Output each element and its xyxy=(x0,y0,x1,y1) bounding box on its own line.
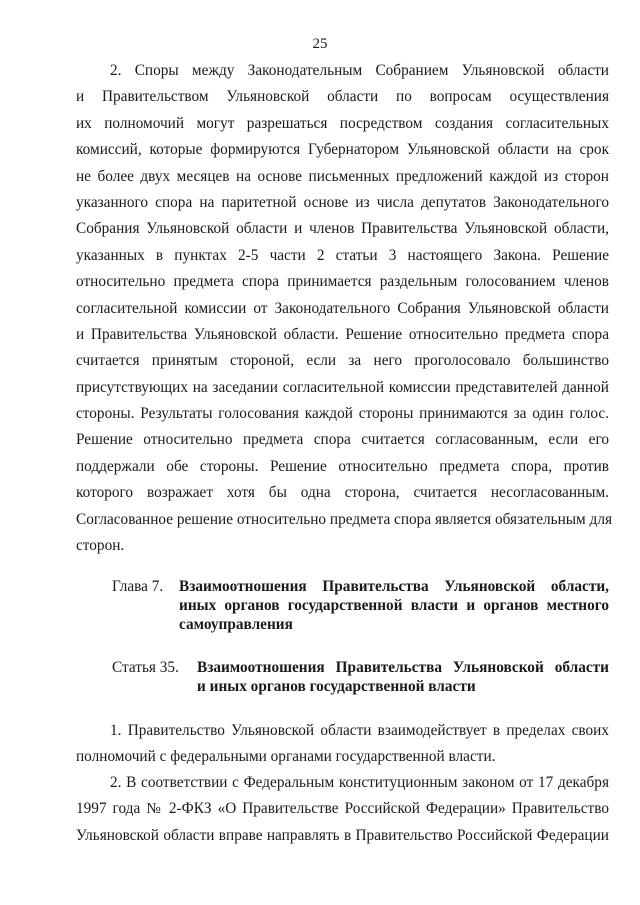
text-line: их полномочий могут разрешаться посредством создания согласительных xyxy=(76,114,609,132)
page-number: 25 xyxy=(312,36,328,52)
article-paragraph-2 xyxy=(76,770,609,849)
text-line: 1997 года № 2-ФКЗ «О Правительстве Российской Федерации» Правительство xyxy=(76,800,609,818)
text-line: которого возражает хотя бы одна сторона, считается несогласованным. xyxy=(76,484,609,502)
text-line: Решение относительно предмета спора считается согласованным, если его xyxy=(76,431,609,449)
text-line: относительно предмета спора принимается раздельным голосованием членов xyxy=(76,273,609,291)
text-line: не более двух месяцев на основе письменных предложений каждой из сторон xyxy=(76,167,609,185)
chapter-title xyxy=(179,577,609,634)
chapter-title-line: Взаимоотношения Правительства Ульяновской области, xyxy=(179,578,609,595)
text-line: присутствующих на заседании согласительной комиссии представителей данной xyxy=(76,378,609,396)
article-title-line: и иных органов государственной власти xyxy=(197,678,476,695)
chapter-label: Глава 7. xyxy=(112,578,164,595)
text-line: комиссий, которые формируются Губернатором Ульяновской области на срок xyxy=(76,141,609,159)
article-label: Статья 35. xyxy=(112,659,179,676)
text-line: 2. В соответствии с Федеральным конституционным законом от 17 декабря xyxy=(110,774,609,791)
text-line: Собрания Ульяновской области и членов Правительства Ульяновской области, xyxy=(76,220,609,238)
text-line: и Правительством Ульяновской области по вопросам осуществления xyxy=(76,88,609,106)
text-line: Ульяновской области вправе направлять в Правительство Российской Федерации xyxy=(76,826,609,844)
text-line: считается принятым стороной, если за него проголосовало большинство xyxy=(76,352,609,370)
text-line: стороны. Результаты голосования каждой стороны принимаются за один голос. xyxy=(76,405,609,423)
article-paragraph-1 xyxy=(76,718,609,771)
text-line: согласительной комиссии от Законодательного Собрания Ульяновской области xyxy=(76,299,609,317)
text-line: 1. Правительство Ульяновской области взаимодействует в пределах своих xyxy=(110,722,609,739)
chapter-heading xyxy=(112,577,609,637)
paragraph-disputes xyxy=(76,58,613,559)
article-title xyxy=(197,658,609,696)
text-line: поддержали обе стороны. Решение относительно предмета спора, против xyxy=(76,457,609,475)
text-line: 2. Споры между Законодательным Собранием Ульяновской области xyxy=(110,62,609,79)
text-line: и Правительства Ульяновской области. Решение относительно предмета спора xyxy=(76,325,609,343)
text-line: Согласованное решение относительно предмета спора является обязательным для xyxy=(76,510,613,528)
text-line: указанного спора на паритетной основе из числа депутатов Законодательного xyxy=(76,193,609,211)
chapter-title-line: иных органов государственной власти и органов местного xyxy=(179,597,609,614)
article-title-line: Взаимоотношения Правительства Ульяновской области xyxy=(197,659,609,676)
article-heading xyxy=(112,658,609,698)
text-line: указанных в пунктах 2-5 части 2 статьи 3 настоящего Закона. Решение xyxy=(76,246,609,264)
text-line: полномочий с федеральными органами государственной власти. xyxy=(76,748,496,766)
text-line: сторон. xyxy=(76,537,125,555)
chapter-title-line: самоуправления xyxy=(179,616,293,633)
